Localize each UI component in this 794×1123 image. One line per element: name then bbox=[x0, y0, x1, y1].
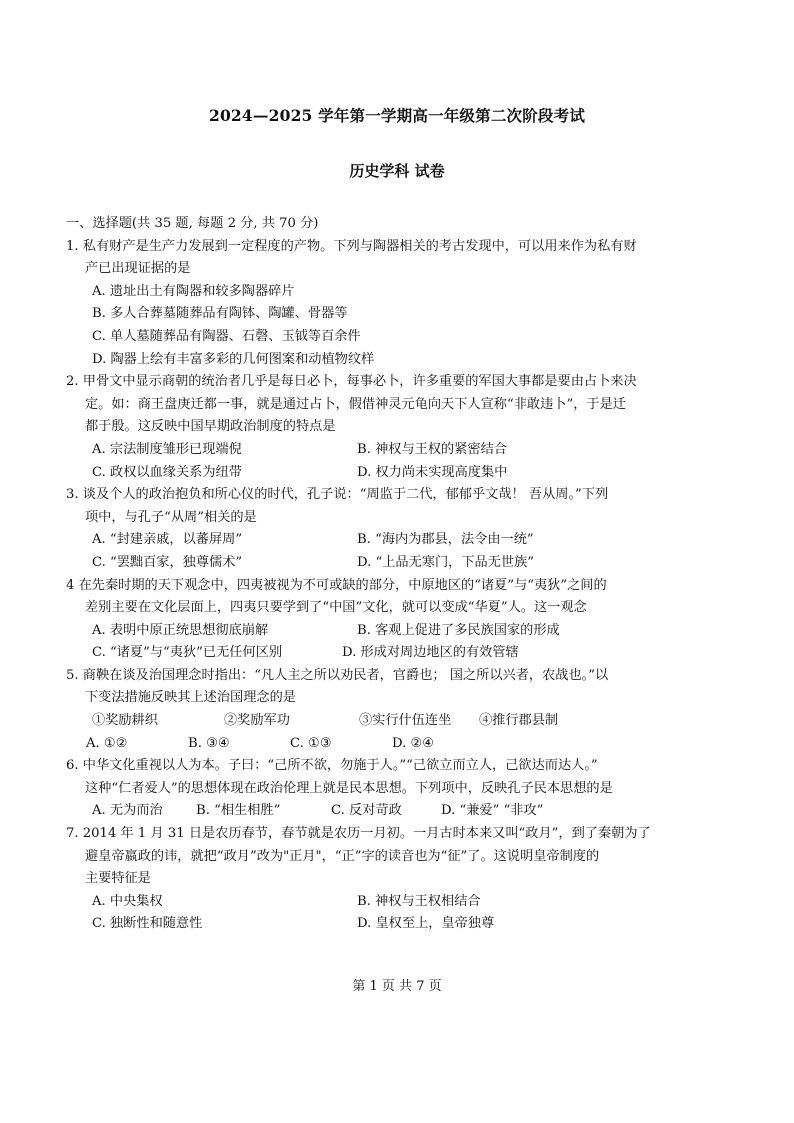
option-row bbox=[66, 800, 734, 823]
exam-title: 2024—2025 学年第一学期高一年级第二次阶段考试 bbox=[208, 106, 586, 125]
option-row bbox=[66, 462, 734, 485]
statement-row bbox=[66, 710, 734, 733]
question-text: 定。如：商王盘庚迁都一事，就是通过占卜，假借神灵元龟向天下人宣称“非敢违卜”，于是迁 bbox=[85, 396, 626, 412]
exam-content bbox=[66, 213, 734, 936]
question-text: 4 在先秦时期的天下观念中，四夷被视为不可或缺的部分，中原地区的“诸夏”与“夷狄”之间的 bbox=[66, 577, 607, 593]
option-b: B. “海内为郡县，法令由一统” bbox=[357, 532, 534, 548]
question-text: 主要特征是 bbox=[85, 871, 151, 887]
question-text: 3. 谈及个人的政治抱负和所心仪的时代，孔子说：“周监于二代，郁郁乎文哉！ 吾从周。”下列 bbox=[66, 487, 609, 503]
question-5 bbox=[66, 665, 734, 755]
option-c: C. ①③ bbox=[290, 735, 332, 751]
option-row bbox=[66, 642, 734, 665]
option-row bbox=[66, 913, 734, 936]
option-d: D. 形成对周边地区的有效管辖 bbox=[342, 645, 519, 661]
question-6 bbox=[66, 755, 734, 823]
option-b: B. ③④ bbox=[188, 735, 230, 751]
option-b: B. 神权与王权相结合 bbox=[357, 893, 481, 909]
question-text: 避皇帝嬴政的讳，就把“政月”改为"正月"，“正”字的读音也为“征”了。这说明皇帝制度的 bbox=[85, 848, 600, 864]
question-text: 这种“仁者爱人”的思想体现在政治伦理上就是民本思想。下列项中，反映孔子民本思想的是 bbox=[85, 780, 613, 796]
option-c: C. 政权以血缘关系为纽带 bbox=[92, 464, 242, 480]
option-d: D. “上品无寒门，下品无世族” bbox=[357, 554, 535, 570]
option-row bbox=[66, 439, 734, 462]
statement-1: ①奖励耕织 bbox=[92, 713, 158, 729]
option-c: C. 反对苛政 bbox=[331, 803, 402, 819]
statement-2: ②奖励军功 bbox=[224, 713, 290, 729]
option-a: A. 表明中原正统思想彻底崩解 bbox=[92, 622, 269, 638]
option-row bbox=[66, 552, 734, 575]
option-a: A. “封建亲戚，以蕃屏周” bbox=[92, 532, 243, 548]
option-row bbox=[66, 733, 734, 756]
option-a: A. 中央集权 bbox=[92, 893, 163, 909]
question-text: 1. 私有财产是生产力发展到一定程度的产物。下列与陶器相关的考古发现中，可以用来作为私有财 bbox=[66, 238, 637, 254]
question-text: 产已出现证据的是 bbox=[85, 261, 191, 277]
question-text: 下变法措施反映其上述治国理念的是 bbox=[85, 690, 296, 706]
option-c: C. 独断性和随意性 bbox=[92, 916, 203, 932]
statement-4: ④推行郡县制 bbox=[479, 713, 559, 729]
question-2 bbox=[66, 371, 734, 484]
option-a: A. 宗法制度雏形已现端倪 bbox=[92, 441, 242, 457]
question-text: 项中，与孔子“从周”相关的是 bbox=[85, 509, 257, 525]
option-row bbox=[66, 620, 734, 643]
question-text: 差别主要在文化层面上，四夷只要学到了“中国”文化，就可以变成“华夏”人。这一观念 bbox=[85, 600, 587, 616]
option-c: C. “诸夏”与“夷狄”已无任何区别 bbox=[92, 645, 283, 661]
option-d: D. 皇权至上，皇帝独尊 bbox=[357, 916, 495, 932]
question-text: 5. 商鞅在谈及治国理念时指出：“凡人主之所以劝民者，官爵也； 国之所以兴者，农战也。”以 bbox=[66, 667, 609, 683]
option-row bbox=[66, 529, 734, 552]
exam-subtitle: 历史学科 试卷 bbox=[349, 162, 445, 180]
option-b: B. 神权与王权的紧密结合 bbox=[357, 441, 507, 457]
statement-3: ③实行什伍连坐 bbox=[359, 713, 452, 729]
option-a: A. 无为而治 bbox=[92, 803, 163, 819]
option-b: B. 多人合葬墓随葬品有陶钵、陶罐、骨器等 bbox=[92, 306, 348, 322]
question-7 bbox=[66, 823, 734, 936]
option-b: B. “相生相胜” bbox=[196, 803, 281, 819]
option-d: D. 陶器上绘有丰富多彩的几何图案和动植物纹样 bbox=[92, 351, 375, 367]
question-3 bbox=[66, 484, 734, 574]
option-b: B. 客观上促进了多民族国家的形成 bbox=[357, 622, 560, 638]
option-a: A. 遗址出土有陶器和较多陶器碎片 bbox=[92, 283, 295, 299]
option-a: A. ①② bbox=[86, 735, 128, 751]
option-c: C. “罢黜百家，独尊儒术” bbox=[92, 554, 243, 570]
question-text: 2. 甲骨文中显示商朝的统治者几乎是每日必卜，每事必卜，许多重要的军国大事都是要由占卜来决 bbox=[66, 374, 637, 390]
question-4 bbox=[66, 575, 734, 665]
page-number: 第 1 页 共 7 页 bbox=[352, 979, 442, 994]
question-text: 7. 2014 年 1 月 31 日是农历春节，春节就是农历一月初。一月古时本来又叫“政月”，到了秦朝为了 bbox=[66, 826, 651, 842]
option-d: D. 权力尚未实现高度集中 bbox=[357, 464, 508, 480]
question-text: 6. 中华文化重视以人为本。子曰：“己所不欲，勿施于人。”“己欲立而立人，己欲达而达人。” bbox=[66, 758, 598, 774]
question-text: 都于殷。这反映中国早期政治制度的特点是 bbox=[85, 419, 336, 435]
option-c: C. 单人墓随葬品有陶器、石磬、玉钺等百余件 bbox=[92, 328, 361, 344]
option-d: D. “兼爱” “非攻” bbox=[441, 803, 544, 819]
option-d: D. ②④ bbox=[392, 735, 435, 751]
option-row bbox=[66, 891, 734, 914]
section-heading: 一、选择题(共 35 题, 每题 2 分, 共 70 分) bbox=[66, 216, 319, 231]
question-1 bbox=[66, 236, 734, 372]
